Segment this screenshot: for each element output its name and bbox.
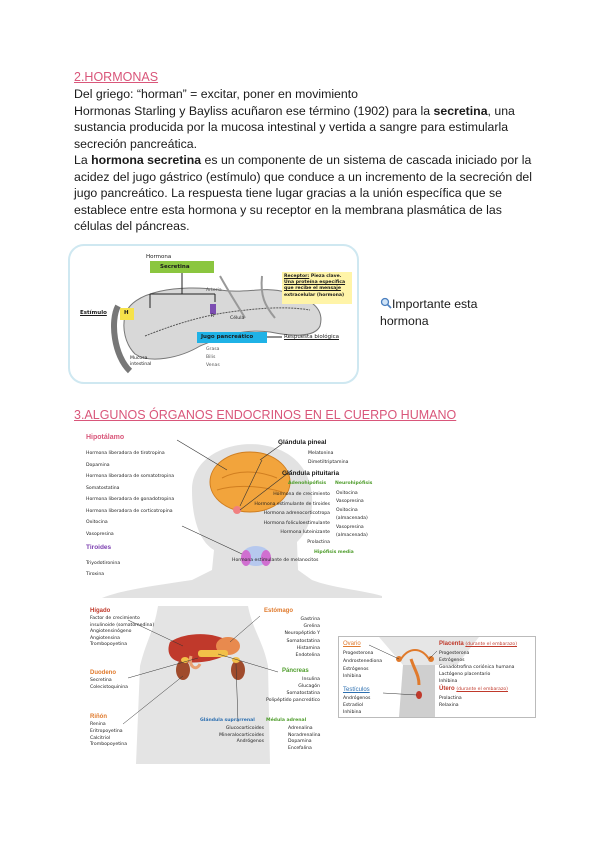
neuro-header: Neurohipófisis <box>335 481 373 486</box>
label-r: R <box>211 314 215 319</box>
tiroides-header: Tiroides <box>86 544 112 551</box>
torso-endocrine-diagram <box>88 606 328 764</box>
melanocitos-label: Hormona estimulante de melanocitos <box>232 558 319 563</box>
label-respuesta: Respuesta biológica <box>284 334 340 340</box>
label-grasa: Grasa <box>206 347 220 352</box>
medula-header: Médula adrenal <box>266 718 307 723</box>
duodeno-list: Secretina Colecistoquinina <box>90 678 128 690</box>
starling-paragraph: Hormonas Starling y Bayliss acuñaron ese término (1902) para la secretina, una sustancia producida por la mucosa intestinal y vertida a sangre para estimularla secreción pancreática. <box>74 103 515 151</box>
neuro-list: Oxitocina Vasopresina Oxitocina (almacenada) Vasopresina (almacenada) <box>336 491 368 539</box>
adeno-header: Adenohipófisis <box>288 481 327 486</box>
label-celula: Célula <box>230 316 245 321</box>
section-2-title: 2.HORMONAS <box>74 70 159 84</box>
magnifier-icon <box>380 297 392 309</box>
label-jugo: Jugo pancreático <box>201 334 254 340</box>
head-endocrine-diagram <box>82 430 386 598</box>
higado-list: Factor de crecimiento insulinoide (somatomedina) Angiotensinógeno Angiotensina Trombopoyetina <box>90 616 155 647</box>
placenta-header: Placenta (durante el embarazo) <box>439 641 517 647</box>
label-h: H <box>124 310 129 316</box>
reproductive-endocrine-diagram <box>338 636 536 718</box>
label-estimulo: Estímulo <box>80 310 107 316</box>
pancreas-header: Páncreas <box>282 668 309 674</box>
section-3-title: 3.ALGUNOS ÓRGANOS ENDOCRINOS EN EL CUERPO HUMANO <box>74 408 457 422</box>
duodeno-header: Duodeno <box>90 670 116 676</box>
rinon-list: Renina Eritropoyetina Calcitriol Trombopoyetina <box>90 722 128 748</box>
hipotalamo-list: Hormona liberadora de tirotropina Dopamina Hormona liberadora de somatotropina Somatostatina Hormona liberadora de gonadotropina Hormona liberadora de corticotropina Oxitocina Vasopresina <box>86 451 175 537</box>
label-arteria: Arteria <box>206 288 222 293</box>
pituitaria-header: Glándula pituitaria <box>282 470 340 477</box>
testiculos-header: Testículos <box>343 687 370 693</box>
placenta-list: Progesterona Estrógenos Gonadotrofina coriónica humana Lactógeno placentario Inhibina <box>439 651 515 684</box>
label-secretina: Secretina <box>160 264 190 270</box>
medula-list: Adrenalina Noradrenalina Dopamina Encefalina <box>288 726 321 751</box>
suprarrenal-list: Glucocorticoides Mineralocorticoides Andrógenos <box>219 726 264 744</box>
label-hormona: Hormona <box>146 254 172 260</box>
label-mucosa: Mucosa intestinal <box>130 356 152 368</box>
testiculos-list: Andrógenos Estradiol Inhibina <box>343 696 371 715</box>
adeno-list: Hormona de crecimiento Hormona estimulante de tiroides Hormona adrenocorticotropa Hormona foliculoestimulante Hormona luteinizante Prolactina <box>254 492 330 545</box>
tiroides-list: Triyodotironina Tiroxina <box>86 561 121 577</box>
utero-list: Prolactina Relaxina <box>439 696 462 708</box>
utero-header: Útero (durante el embarazo) <box>439 686 508 692</box>
higado-header: Hígado <box>90 608 111 614</box>
secretina-paragraph: La hormona secretina es un componente de un sistema de cascada iniciado por la acidez del jugo gástrico (estímulo) que conduce a un incremento de la secreción del jugo pancreático. La respuesta tiene lugar gracias a la unión específica que se establece entre esta hormona y su receptor en la membrana plasmática de las células del páncreas. <box>74 153 532 233</box>
pancreas-list: Insulina Glucagón Somatostatina Polipéptido pancreático <box>266 677 320 703</box>
section-2-body <box>74 86 534 235</box>
pineal-header: Glándula pineal <box>278 439 327 446</box>
hipofisis-media-header: Hipófisis media <box>314 550 354 555</box>
ovario-header: Ovario <box>343 641 361 647</box>
hipotalamo-header: Hipotálamo <box>86 434 125 441</box>
etymology-line: Del griego: “horman” = excitar, poner en movimiento <box>74 87 358 101</box>
pancreas-diagram <box>68 244 359 384</box>
estomago-header: Estómago <box>264 608 294 614</box>
pineal-list: Melatonina Dimetiltriptamina <box>308 451 349 465</box>
suprarrenal-header: Glándula suprarrenal <box>200 718 255 723</box>
ovario-list: Progesterona Androstenediona Estrógenos Inhibina <box>343 651 383 680</box>
estomago-list: Gastrina Grelina Neuropéptido Y Somatostatina Histamina Endotelina <box>284 617 320 659</box>
label-venas: Venas <box>206 363 220 368</box>
importante-note: Importante esta hormona <box>380 297 478 328</box>
receptor-note: Receptor: Pieza clave. Una proteína específica que recibe el mensaje extracelular (hormona) <box>284 274 346 298</box>
rinon-header: Riñón <box>90 714 107 720</box>
label-bilis: Bilis <box>206 355 216 360</box>
